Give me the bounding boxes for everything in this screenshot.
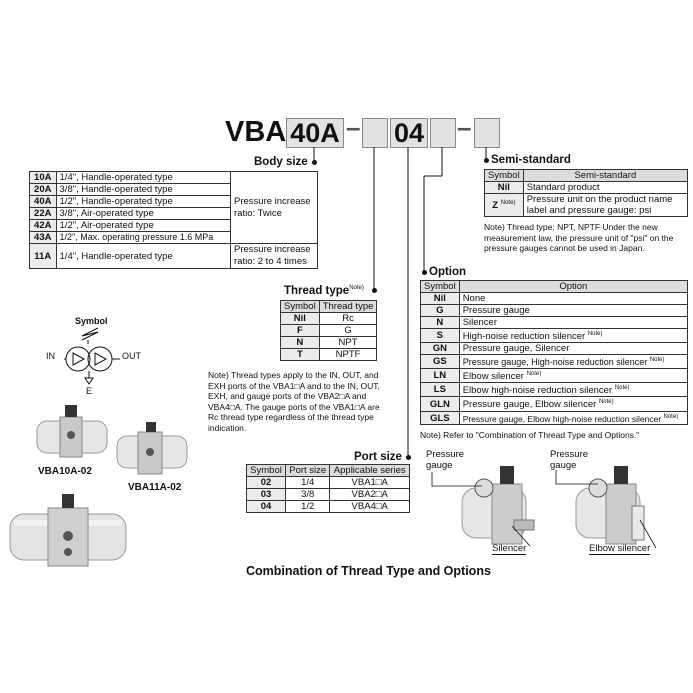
thread-value: NPT	[319, 337, 377, 349]
body-size-heading: Body size	[254, 156, 308, 168]
port-code: 04	[393, 118, 425, 148]
option-code: LS	[421, 383, 460, 397]
semi-standard-heading: Semi-standard	[491, 154, 571, 166]
option-code: S	[421, 329, 460, 343]
gauge-elbow-silencer-image	[570, 462, 680, 552]
body-desc: 1/2", Air-operated type	[56, 220, 230, 232]
callout-silencer: Silencer	[492, 543, 527, 554]
body-size-table	[29, 171, 318, 269]
semi-code: Nil	[485, 182, 524, 194]
option-heading: Option	[429, 266, 467, 278]
option-code: GN	[421, 343, 460, 355]
table-row	[30, 172, 318, 184]
option-desc: High-noise reduction silencer $^{Note)}$	[459, 329, 687, 343]
semi-code-z: Z $^{Note)}$	[485, 194, 524, 217]
table-row	[247, 489, 410, 501]
table-row	[485, 194, 688, 217]
option-desc: None	[459, 293, 687, 305]
port-series: VBA2□A	[330, 489, 410, 501]
semi-standard-dot	[484, 158, 489, 163]
gauge-silencer-image	[452, 462, 562, 552]
table-row	[421, 305, 688, 317]
code-dash-1: –	[346, 112, 361, 142]
table-row	[247, 477, 410, 489]
body-desc: 3/8", Handle-operated type	[56, 184, 230, 196]
thread-value: G	[319, 325, 377, 337]
body-desc: 1/2", Max. operating pressure 1.6 MPa	[56, 232, 230, 244]
callout-elbow-silencer: Elbow silencer	[589, 543, 651, 554]
option-desc: Pressure gauge, Silencer	[459, 343, 687, 355]
col-option: Option	[459, 281, 687, 293]
callout-gauge-2: Pressure gauge	[550, 449, 589, 471]
semi-standard-note: Note) Thread type: NPT, NPTF Under the new measurement law, the pressure unit of "psi" on the pressure gauges cannot be used in Japan.	[484, 222, 674, 253]
option-code: G	[421, 305, 460, 317]
col-semi: Semi-standard	[523, 170, 687, 182]
table-row	[421, 355, 688, 369]
body-desc: 1/4", Handle-operated type	[56, 244, 230, 269]
callout-gauge-1: Pressure gauge	[426, 449, 465, 471]
body-code: 43A	[30, 232, 57, 244]
option-desc: Pressure gauge, Elbow silencer $^{Note)}$	[459, 397, 687, 411]
table-row	[421, 329, 688, 343]
col-port: Port size	[286, 465, 330, 477]
vba11a-label: VBA11A-02	[128, 482, 182, 493]
body-code: 40A	[30, 196, 57, 208]
option-code-box	[430, 118, 456, 148]
table-row	[421, 317, 688, 329]
table-row	[281, 349, 377, 361]
option-code: GLN	[421, 397, 460, 411]
option-desc: Elbow high-noise reduction silencer $^{Note)}$	[459, 383, 687, 397]
thread-code-box	[362, 118, 388, 148]
table-row	[421, 343, 688, 355]
vba10a-product-image	[32, 403, 114, 463]
option-code: LN	[421, 369, 460, 383]
body-code: 20A	[30, 184, 57, 196]
body-code: 22A	[30, 208, 57, 220]
port-code: 04	[247, 501, 286, 513]
thread-type-heading: Thread type$^{Note)}$	[284, 285, 364, 297]
semi-code-box	[474, 118, 500, 148]
semi-desc: Pressure unit on the product name label and pressure gauge: psi	[523, 194, 687, 217]
port-code-box	[390, 118, 428, 148]
vba11a-product-image	[112, 420, 194, 480]
footer-title: Combination of Thread Type and Options	[246, 564, 491, 578]
col-symbol: Symbol	[421, 281, 460, 293]
option-dot	[422, 270, 427, 275]
table-row	[421, 397, 688, 411]
body-desc: 1/2", Handle-operated type	[56, 196, 230, 208]
port-series: VBA4□A	[330, 501, 410, 513]
option-desc: Pressure gauge, High-noise reduction silencer $^{Note)}$	[459, 355, 687, 369]
table-row	[485, 182, 688, 194]
ratio-twice: Pressure increase ratio: Twice	[231, 172, 318, 244]
model-prefix: VBA	[225, 116, 287, 148]
thread-code: T	[281, 349, 320, 361]
port-series: VBA1□A	[330, 477, 410, 489]
table-row	[247, 501, 410, 513]
col-symbol: Symbol	[485, 170, 524, 182]
semi-standard-table	[484, 169, 688, 217]
table-row	[30, 244, 318, 269]
thread-value: Rc	[319, 313, 377, 325]
size-code-box	[286, 118, 344, 148]
port-size-heading: Port size	[354, 451, 402, 463]
port-code: 03	[247, 489, 286, 501]
col-symbol: Symbol	[281, 301, 320, 313]
body-code: 10A	[30, 172, 57, 184]
thread-type-table	[280, 300, 377, 361]
symbol-out: OUT	[122, 351, 141, 361]
option-desc: Pressure gauge	[459, 305, 687, 317]
port-size: 1/4	[286, 477, 330, 489]
option-code: GLS	[421, 411, 460, 425]
body-desc: 1/4", Handle-operated type	[56, 172, 230, 184]
table-row	[421, 369, 688, 383]
table-row	[421, 411, 688, 425]
thread-type-dot	[372, 288, 377, 293]
col-thread: Thread type	[319, 301, 377, 313]
port-code: 02	[247, 477, 286, 489]
symbol-label: Symbol	[75, 316, 108, 326]
thread-code: N	[281, 337, 320, 349]
col-series: Applicable series	[330, 465, 410, 477]
option-desc: Elbow silencer $^{Note)}$	[459, 369, 687, 383]
body-desc: 3/8", Air-operated type	[56, 208, 230, 220]
vba10a-label: VBA10A-02	[38, 466, 92, 477]
thread-code: Nil	[281, 313, 320, 325]
ratio-2to4: Pressure increase ratio: 2 to 4 times	[231, 244, 318, 269]
option-note: Note) Refer to "Combination of Thread Type and Options."	[420, 430, 640, 440]
body-code: 42A	[30, 220, 57, 232]
option-table	[420, 280, 688, 425]
thread-code: F	[281, 325, 320, 337]
semi-desc: Standard product	[523, 182, 687, 194]
option-code: Nil	[421, 293, 460, 305]
port-size: 1/2	[286, 501, 330, 513]
thread-value: NPTF	[319, 349, 377, 361]
port-size-dot	[406, 455, 411, 460]
table-row	[281, 325, 377, 337]
body-size-dot	[312, 160, 317, 165]
port-size: 3/8	[286, 489, 330, 501]
option-desc: Silencer	[459, 317, 687, 329]
table-row	[281, 337, 377, 349]
symbol-in: IN	[46, 351, 55, 361]
booster-symbol	[40, 326, 150, 406]
vba40a-product-image	[4, 492, 132, 574]
body-code: 11A	[30, 244, 57, 269]
symbol-exhaust: E	[86, 386, 93, 396]
size-code: 40A	[290, 118, 340, 148]
thread-type-note: Note) Thread types apply to the IN, OUT, and EXH ports of the VBA1□A and to the IN, OUT, EXH, and gauge ports of the VBA2□A and VBA4□A. The gauge ports of the VBA1□A are Rc thread type regardless of the thread type indication.	[208, 370, 380, 433]
option-code: GS	[421, 355, 460, 369]
table-row	[281, 313, 377, 325]
col-symbol: Symbol	[247, 465, 286, 477]
table-row	[421, 293, 688, 305]
option-desc: Pressure gauge, Elbow high-noise reduction silencer $^{Note)}$	[459, 411, 687, 425]
code-dash-3: –	[457, 112, 472, 142]
port-size-table	[246, 464, 410, 513]
option-code: N	[421, 317, 460, 329]
table-row	[421, 383, 688, 397]
